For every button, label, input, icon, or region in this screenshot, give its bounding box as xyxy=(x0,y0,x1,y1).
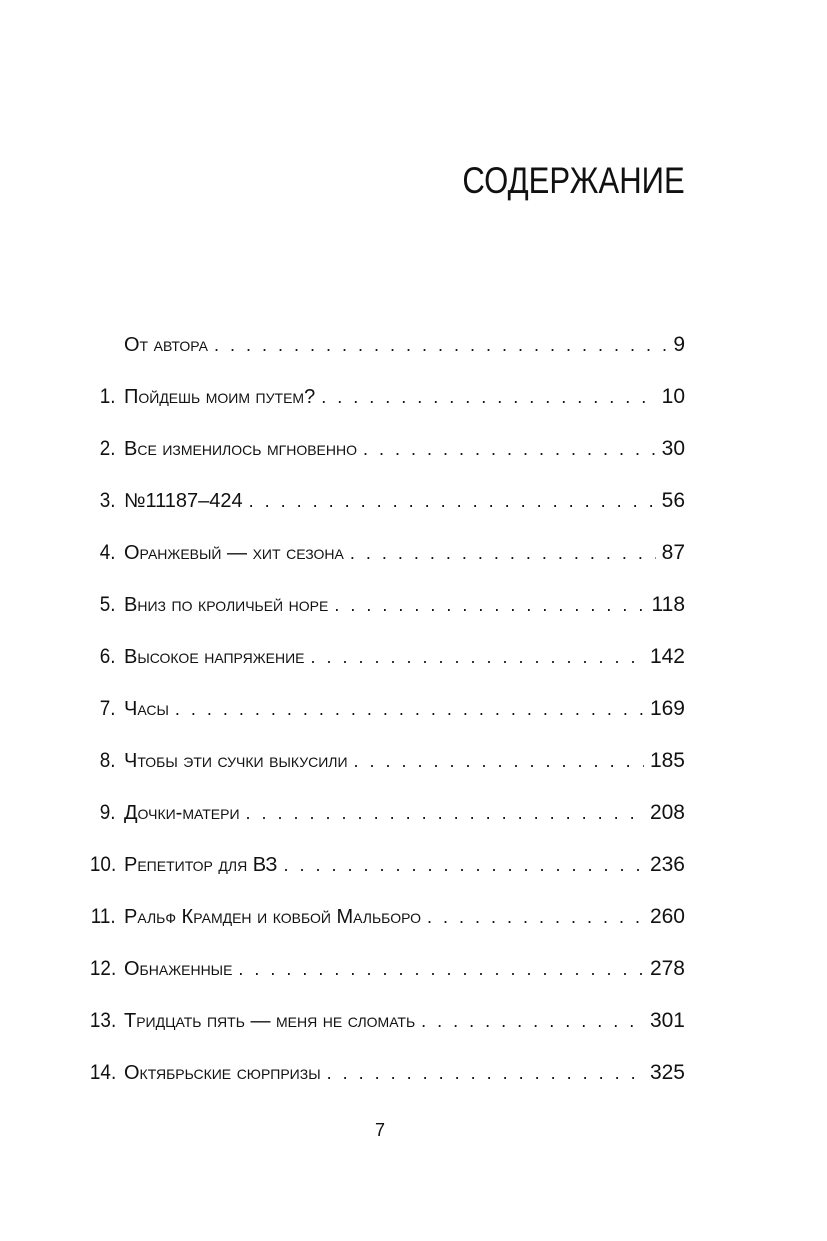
chapter-title: Пойдешь моим путем? xyxy=(124,386,316,408)
dot-leader xyxy=(310,647,643,668)
page-number: 30 xyxy=(661,437,685,460)
chapter-number: 5. xyxy=(100,593,116,616)
chapter-title: Тридцать пять — меня не сломать xyxy=(124,1010,416,1032)
toc-entry[interactable] xyxy=(0,841,827,893)
toc-entry[interactable] xyxy=(0,737,827,789)
chapter-number: 2. xyxy=(100,437,116,460)
chapter-title: Октябрьские сюрпризы xyxy=(124,1062,321,1084)
dot-leader xyxy=(238,959,644,980)
toc-entry[interactable] xyxy=(0,945,827,997)
toc-entry[interactable] xyxy=(0,425,827,477)
dot-leader xyxy=(284,855,644,876)
chapter-title: Репетитор для ВЗ xyxy=(124,854,278,876)
chapter-title: Дочки-матери xyxy=(124,802,240,824)
dot-leader xyxy=(175,699,644,720)
page-number: 56 xyxy=(661,489,685,512)
dot-leader xyxy=(334,595,645,616)
dot-leader xyxy=(350,543,656,564)
chapter-title: Высокое напряжение xyxy=(124,646,305,668)
dot-leader xyxy=(421,1011,644,1032)
toc-entry[interactable] xyxy=(0,373,827,425)
chapter-title: От автора xyxy=(124,334,208,356)
chapter-title: Обнаженные xyxy=(124,958,233,980)
chapter-title: Чтобы эти сучки выкусили xyxy=(124,750,348,772)
toc-entry[interactable] xyxy=(0,997,827,1049)
page-number: 185 xyxy=(649,749,685,772)
chapter-title: Ральф Крамден и ковбой Мальборо xyxy=(124,906,422,928)
page-number: 87 xyxy=(661,541,685,564)
page-number: 10 xyxy=(661,385,685,408)
chapter-number: 3. xyxy=(100,489,116,512)
toc-entry[interactable] xyxy=(0,789,827,841)
chapter-number: 12. xyxy=(89,957,116,980)
chapter-number: 13. xyxy=(89,1009,116,1032)
chapter-title: Все изменилось мгновенно xyxy=(124,438,357,460)
chapter-number: 4. xyxy=(100,541,116,564)
page-number: 142 xyxy=(649,645,685,668)
chapter-number: 1. xyxy=(100,385,116,408)
page-number: 169 xyxy=(649,697,685,720)
toc-entry[interactable] xyxy=(0,477,827,529)
chapter-number: 11. xyxy=(91,905,116,928)
chapter-number: 14. xyxy=(89,1061,116,1084)
chapter-title: №11187–424 xyxy=(124,490,243,512)
chapter-title: Вниз по кроличьей норе xyxy=(124,594,329,616)
dot-leader xyxy=(327,1063,644,1084)
toc-entry[interactable] xyxy=(0,633,827,685)
page-number: 236 xyxy=(649,853,685,876)
page-number: 278 xyxy=(649,957,685,980)
dot-leader xyxy=(363,439,656,460)
toc-entry[interactable] xyxy=(0,685,827,737)
chapter-number: 10. xyxy=(89,853,116,876)
toc-entry[interactable] xyxy=(0,529,827,581)
chapter-number: 8. xyxy=(100,749,116,772)
toc-entry[interactable] xyxy=(0,1049,827,1101)
chapter-title: Оранжевый — хит сезона xyxy=(124,542,344,564)
page-number: 9 xyxy=(673,333,685,356)
toc-entry[interactable] xyxy=(0,893,827,945)
chapter-number: 7. xyxy=(100,697,116,720)
dot-leader xyxy=(427,907,644,928)
page-number: 208 xyxy=(649,801,685,824)
dot-leader xyxy=(214,335,667,356)
chapter-number: 6. xyxy=(100,645,116,668)
page-title: СОДЕРЖАНИЕ xyxy=(462,160,685,201)
page-number: 118 xyxy=(651,593,685,616)
dot-leader xyxy=(354,751,644,772)
chapter-title: Часы xyxy=(124,698,169,720)
dot-leader xyxy=(246,803,644,824)
dot-leader xyxy=(249,491,656,512)
page-number: 301 xyxy=(649,1009,685,1032)
folio-page-number: 7 xyxy=(374,1120,385,1140)
toc-entry[interactable] xyxy=(0,581,827,633)
toc-entry[interactable] xyxy=(0,321,827,373)
page-number: 325 xyxy=(649,1061,685,1084)
chapter-number: 9. xyxy=(100,801,116,824)
page-number: 260 xyxy=(649,905,685,928)
dot-leader xyxy=(321,387,655,408)
